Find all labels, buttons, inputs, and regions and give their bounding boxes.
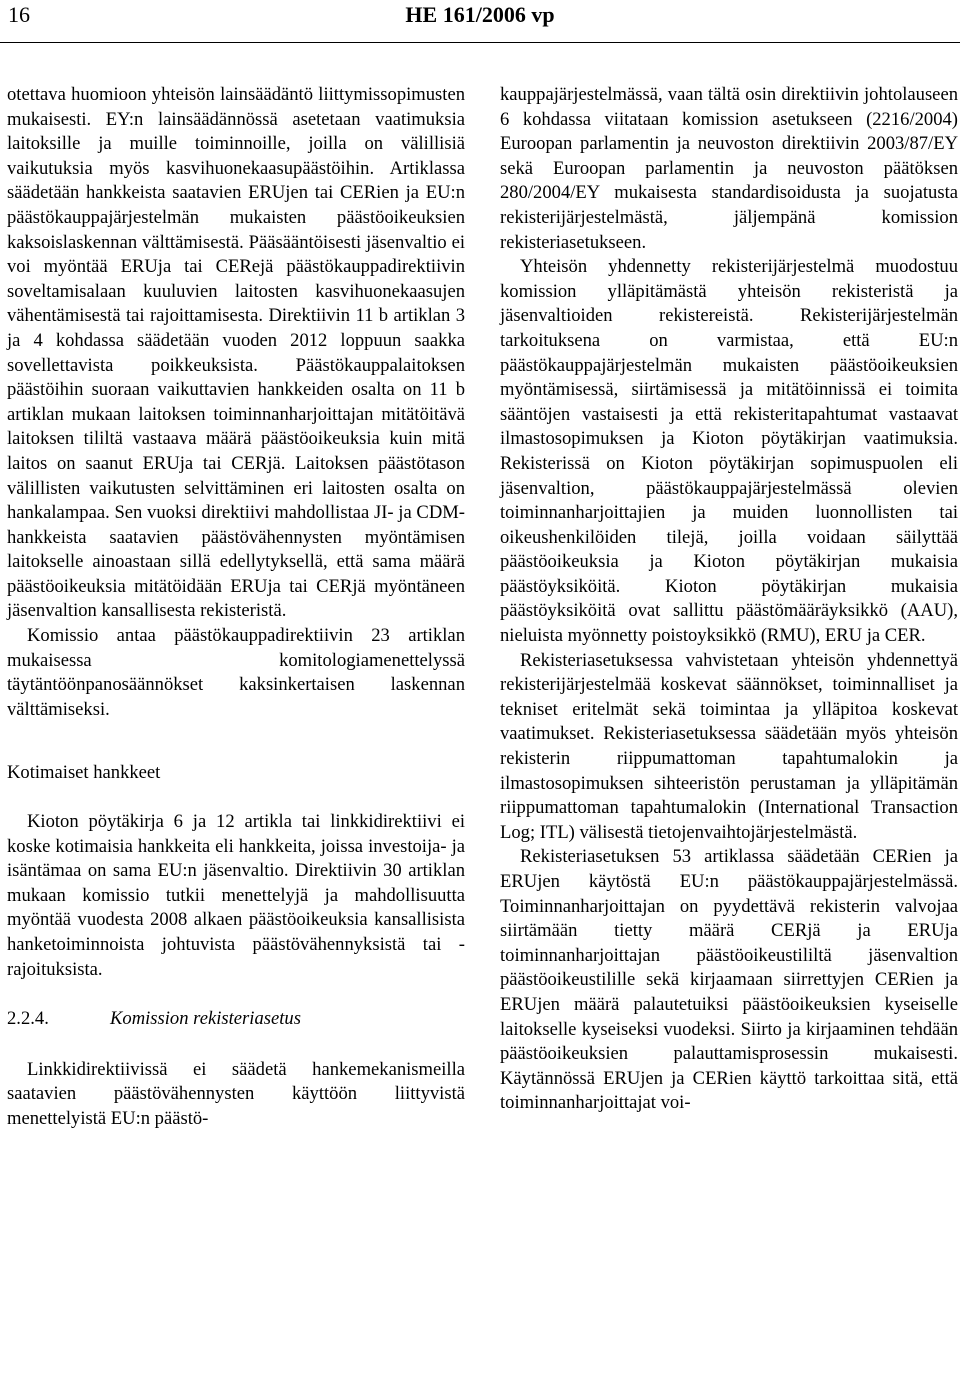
header-rule <box>0 42 960 43</box>
paragraph: Rekisteriasetuksen 53 artiklassa säädetään CERien ja ERUjen käytöstä EU:n päästökauppajärjestelmässä. Toiminnanharjoittajan on pyydettävä rekisterin valvojaa siirtämään tietty määrä CERjä ja ERUja toiminnanharjoittajan päästöoikeustililtä jäsenvaltion päästöoikeustilille sekä kirjaamaan siirrettyjen CERien ja ERUjen määrä palautetuiksi päästöoikeuksien kyseiselle laitokselle kyseiseksi vuodeksi. Siirto ja kirjaaminen tehdään päästöoikeuksien palauttamisprosessin mukaisesti. Käytännössä ERUjen ja CERien käyttö tarkoittaa sitä, että toiminnanharjoittajat voi- <box>500 846 958 1114</box>
section-number: 2.2.4. <box>7 1008 49 1030</box>
page-number: 16 <box>8 2 30 27</box>
paragraph: kauppajärjestelmässä, vaan tältä osin direktiivin johtolauseen 6 kohdassa viitataan komission asetukseen (2216/2004) Euroopan parlamentin ja neuvoston direktiivin 2003/87/EY sekä Euroopan parlamentin ja neuvoston päätöksen 280/2004/EY mukaisesta standardisoidusta ja suojatusta rekisterijärjestelmästä, jäljempänä komission rekisteriasetukseen. <box>500 84 958 253</box>
paragraph: Yhteisön yhdennetty rekisterijärjestelmä muodostuu komission ylläpitämästä yhteisön rekisteristä ja jäsenvaltioiden rekistereistä. Rekisterijärjestelmän tarkoituksena on varmistaa, että EU:n päästökauppajärjestelmän mukaisten päästöoikeuksien myöntämisessä, siirtämisessä ja mitätöinnissä ei toimita sääntöjen vastaisesti ja että rekisteritapahtumat vastaavat ilmastosopimuksen ja Kioton pöytäkirjan vaatimuksia. Rekisterissä on Kioton pöytäkirjan sopimuspuolen eli jäsenvaltion, päästökauppajärjestelmässä olevien toiminnanharjoittajien ja muiden luonnollisten tai oikeushenkilöiden tilejä, joilla voidaan säilyttää päästöoikeuksia ja Kioton pöytäkirjan mukaisia päästöyksiköitä. Kioton pöytäkirjan mukaisia päästöyksiköitä ovat sallittu päästömääräyksikkö (AAU), nieluista myönnetty poistoyksikkö (RMU), ERU ja CER. <box>500 256 958 647</box>
paragraph: Linkkidirektiivissä ei säädetä hankemekanismeilla saatavien päästövähennysten käyttöön liittyvistä menettelyistä EU:n päästö- <box>7 1058 465 1129</box>
paragraph: Rekisteriasetuksessa vahvistetaan yhteisön yhdennettyä rekisterijärjestelmää koskevat säännökset, toiminnalliset ja tekniset eritelmät sekä toimintaa ja ylläpitoa koskevat vaatimukset. Rekisteriasetuksessa säädetään myös yhteisön rekisterin riippumattoman tapahtumalokin ja ilmastosopimuksen sihteeristön perustaman ja ylläpitämän riippumattoman tapahtumalokin (International Transaction Log; ITL) välisestä tietojenvaihtojärjestelmästä. <box>500 649 958 843</box>
section-heading: Kotimaiset hankkeet <box>7 762 161 784</box>
paragraph: otettava huomioon yhteisön lainsäädäntö liittymissopimusten mukaisesti. EY:n lainsäädännössä asetetaan vaatimuksia laitoksille ja muille toiminnoille, joilla on välillisiä vaikutuksia myös kasvihuonekaasupäästöihin. Artiklassa säädetään hankkeista saatavien ERUjen tai CERien ja EU:n päästökauppajärjestelmän mukaisten päästöoikeuksien kaksoislaskennan välttämisestä. Pääsääntöisesti jäsenvaltio ei voi myöntää ERUja tai CERejä päästökauppadirektiivin soveltamisalaan kuuluvien laitosten kasvihuonekaasujen vähentämisestä tai rajoittamisesta. Direktiivin 11 b artiklan 3 ja 4 kohdassa säädetään vuoden 2012 loppuun saakka sovellettavista poikkeuksista. Päästökauppalaitoksen päästöihin suoraan vaikuttavien hankkeiden osalta on 11 b artiklan mukaan laitoksen toiminnanharjoittajan mitätöitävä laitoksen tililtä vastaava määrä päästöoikeuksia kuin mitä laitos on saanut ERUja tai CERjä. Laitoksen päästötason välillisten vaikutusten selvittäminen eri laitosten osalta on hankalampaa. Sen vuoksi direktiivi mahdollistaa JI- ja CDM-hankkeista saatavien päästövähennysten myöntämisen laitokselle ainoastaan sillä edellytyksellä, että sama määrä päästöoikeuksia mitätöidään ERUja tai CERjä myöntäneen jäsenvaltion kansallisesta rekisteristä. <box>7 84 465 622</box>
section-title: Komission rekisteriasetus <box>110 1008 301 1030</box>
paragraph: Kioton pöytäkirja 6 ja 12 artikla tai linkkidirektiivi ei koske kotimaisia hankkeita eli hankkeita, joissa investoija- ja isäntämaa on sama EU:n jäsenvaltio. Direktiivin 30 artiklan mukaan komissio tutkii menettelyjä ja mahdollisuutta myöntää vuodesta 2008 alkaen päästöoikeuksia kansallisista hanketoiminnoista johtuvista päästövähennyksistä tai -rajoituksista. <box>7 811 465 980</box>
right-column <box>500 83 958 1116</box>
subsection-heading <box>7 1007 465 1032</box>
left-column <box>7 83 465 1132</box>
page-header <box>0 0 960 40</box>
paragraph: Komissio antaa päästökauppadirektiivin 23 artiklan mukaisessa komitologiamenettelyssä täytäntöönpanosäännökset kaksinkertaisen laskennan välttämiseksi. <box>7 625 465 720</box>
document-id: HE 161/2006 vp <box>405 2 555 27</box>
